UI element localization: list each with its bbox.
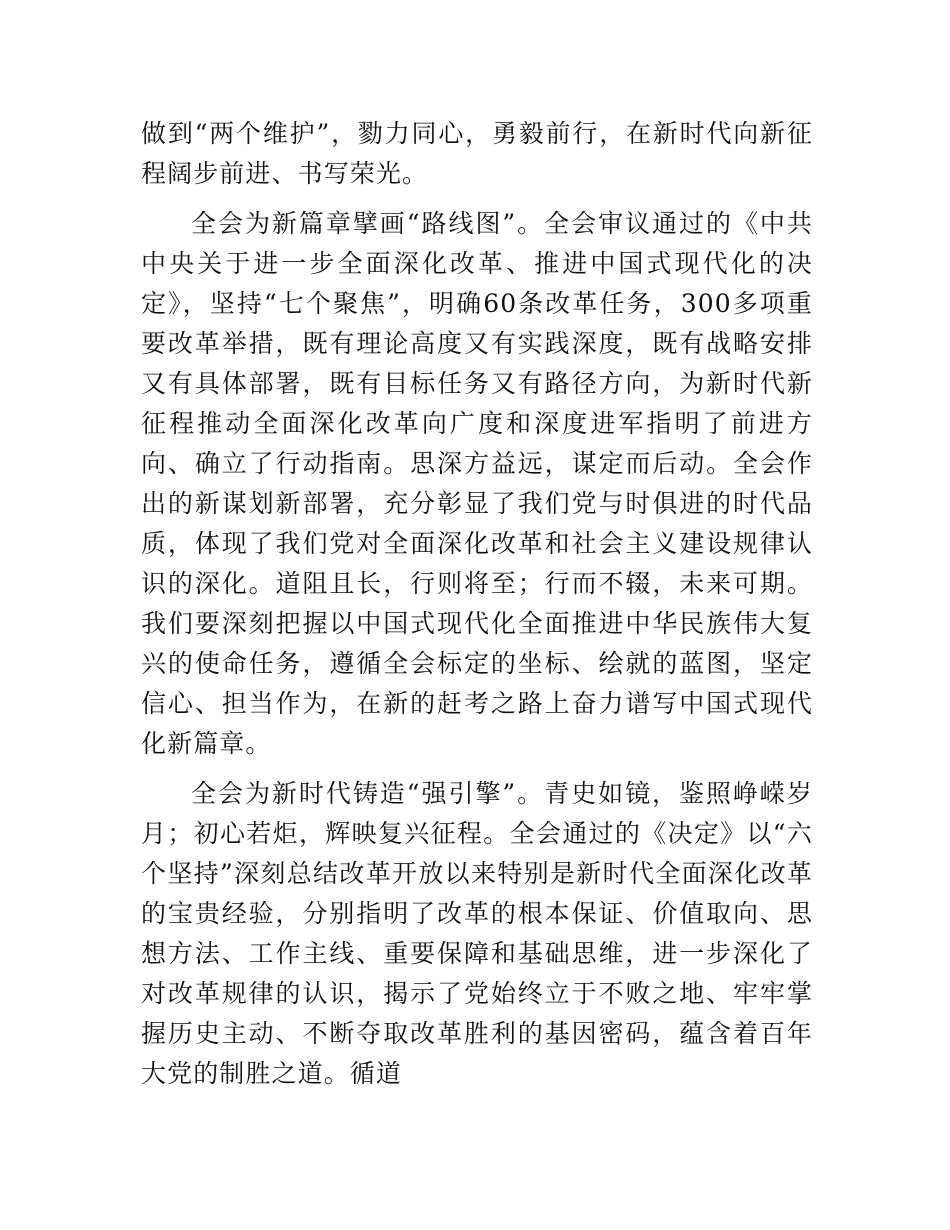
document-body — [141, 114, 813, 1094]
paragraph-roadmap: 全会为新篇章擘画“路线图”。全会审议通过的《中共中央关于进一步全面深化改革、推进中国式现代化的决定》，坚持“七个聚焦”，明确60条改革任务，300多项重要改革举措，既有理论高度又有实践深度，既有战略安排又有具体部署，既有目标任务又有路径方向，为新时代新征程推动全面深化改革向广度和深度进军指明了前进方向、确立了行动指南。思深方益远，谋定而后动。全会作出的新谋划新部署，充分彰显了我们党与时俱进的时代品质，体现了我们党对全面深化改革和社会主义建设规律认识的深化。道阻且长，行则将至；行而不辍，未来可期。我们要深刻把握以中国式现代化全面推进中华民族伟大复兴的使命任务，遵循全会标定的坐标、绘就的蓝图，坚定信心、担当作为，在新的赶考之路上奋力谱写中国式现代化新篇章。 — [141, 209, 813, 758]
paragraph-engine: 全会为新时代铸造“强引擎”。青史如镜，鉴照峥嵘岁月；初心若炬，辉映复兴征程。全会通过的《决定》以“六个坚持”深刻总结改革开放以来特别是新时代全面深化改革的宝贵经验，分别指明了改革的根本保证、价值取向、思想方法、工作主线、重要保障和基础思维，进一步深化了对改革规律的认识，揭示了党始终立于不败之地、牢牢掌握历史主动、不断夺取改革胜利的基因密码，蕴含着百年大党的制胜之道。循道 — [141, 779, 813, 1088]
paragraph-continuation: 做到“两个维护”，勠力同心，勇毅前行，在新时代向新征程阔步前进、书写荣光。 — [141, 119, 813, 188]
